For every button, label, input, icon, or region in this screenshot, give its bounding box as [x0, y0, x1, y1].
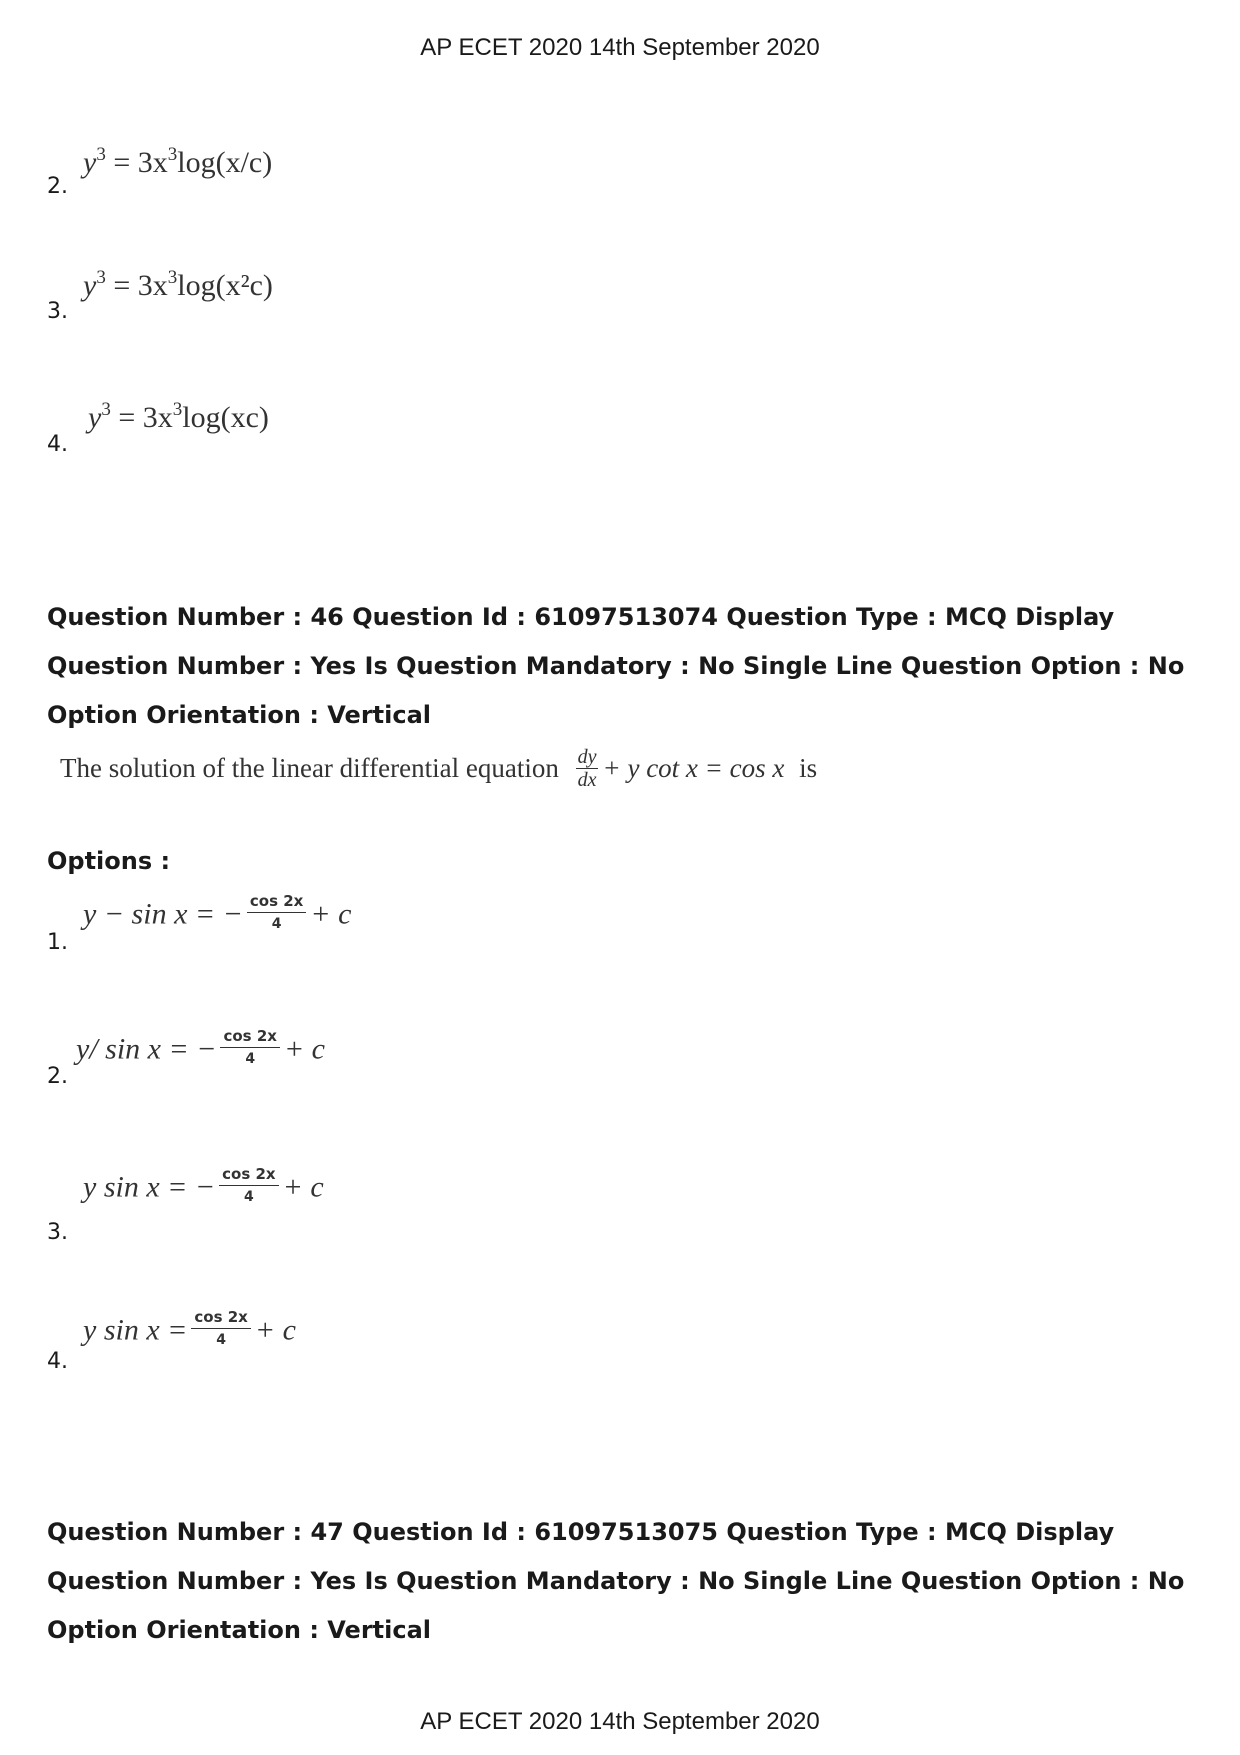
option-2-number: 2. — [47, 1064, 68, 1089]
option-3-fraction: $\frac{\cos 2x}{4}$ — [219, 1164, 278, 1207]
option-4-equation: y sin x = $\frac{\cos 2x}{4}$ + c — [83, 1308, 296, 1348]
page-header: AP ECET 2020 14th September 2020 — [420, 34, 820, 61]
option-3-equation: y sin x = − $\frac{\cos 2x}{4}$ + c — [83, 1165, 324, 1205]
prev-option-4-number: 4. — [47, 432, 68, 457]
question-47-meta: Question Number : 47 Question Id : 61097513075 Question Type : MCQ Display Question Number : Yes Is Question Mandatory : No Single Line Question Option : No Option Orientation : Vertical — [47, 1518, 1185, 1644]
page-footer: AP ECET 2020 14th September 2020 — [420, 1708, 820, 1735]
option-1-fraction: $\frac{\cos 2x}{4}$ — [247, 891, 306, 934]
prev-option-3-number: 3. — [47, 299, 68, 324]
option-3-number: 3. — [47, 1220, 68, 1245]
option-2-fraction: $\frac{\cos 2x}{4}$ — [220, 1026, 279, 1069]
question-46-meta: Question Number : 46 Question Id : 61097513074 Question Type : MCQ Display Question Number : Yes Is Question Mandatory : No Single Line Question Option : No Option Orientation : Vertical — [47, 603, 1185, 729]
derivative-fraction: $\frac{dy}{dx}$ — [577, 746, 597, 792]
prev-option-2-equation: $y^3 = 3x^3\log(x/c)$ — [83, 144, 273, 179]
option-1-equation: y − sin x = − $\frac{\cos 2x}{4}$ + c — [83, 892, 352, 932]
question-46-text: The solution of the linear differential equation $\frac{dy}{dx}$ + y cot x = cos x is — [60, 746, 818, 792]
option-1-number: 1. — [47, 930, 68, 955]
option-4-fraction: $\frac{\cos 2x}{4}$ — [191, 1307, 250, 1350]
prev-option-3-equation: $y^3 = 3x^3\log(x^2c)$ — [83, 267, 273, 302]
option-4-number: 4. — [47, 1349, 68, 1374]
prev-option-4-equation: $y^3 = 3x^3\log(xc)$ — [88, 399, 269, 434]
option-2-equation: y/ sin x = − $\frac{\cos 2x}{4}$ + c — [76, 1027, 325, 1067]
options-label: Options : — [47, 847, 171, 875]
prev-option-2-number: 2. — [47, 174, 68, 199]
